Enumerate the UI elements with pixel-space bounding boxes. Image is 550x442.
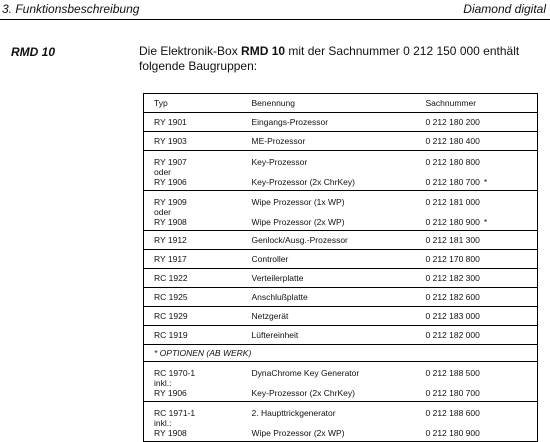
cell-benennung [242,151,416,191]
intro-paragraph [139,44,549,74]
header-benennung: Benennung [242,94,416,113]
sachnummer-primary: 0 212 188 500 [425,367,480,378]
cell-sachnummer [416,402,538,442]
benennung-primary: Wipe Prozessor (1x WP) [251,196,345,207]
table-row [144,288,538,307]
table-row [144,269,538,288]
cell-typ: RY 1912 [144,231,242,250]
cell-benennung: Genlock/Ausg.-Prozessor [242,231,416,250]
typ-joiner: oder [154,166,172,177]
typ-joiner: inkl.: [154,417,172,428]
cell-benennung: Netzgerät [242,307,416,326]
cell-sachnummer: 0 212 182 600 [416,288,538,307]
cell-typ [144,151,242,191]
header-sachnummer: Sachnummer [416,94,538,113]
intro-text-bold: RMD 10 [241,44,286,58]
benennung-included: Wipe Prozessor (2x WP) [251,427,345,438]
section-label: RMD 10 [11,45,56,59]
typ-alternate: RY 1906 [154,176,187,187]
sachnummer-included: 0 212 180 900 [425,427,480,438]
table-row [144,191,538,231]
benennung-alternate: Wipe Prozessor (2x WP) [251,216,345,227]
table-row [144,307,538,326]
cell-sachnummer [416,151,538,191]
benennung-primary: DynaChrome Key Generator [251,367,360,378]
typ-joiner: inkl.: [154,377,172,388]
cell-typ: RY 1901 [144,113,242,132]
typ-primary: RY 1907 [154,156,187,167]
typ-included: RY 1906 [154,387,187,398]
sachnummer-primary: 0 212 180 800 [425,156,480,167]
table-row [144,132,538,151]
cell-benennung [242,402,416,442]
cell-sachnummer: 0 212 180 200 [416,113,538,132]
typ-primary: RC 1970-1 [154,367,196,378]
cell-benennung [242,191,416,231]
sachnummer-alternate: 0 212 180 900 [425,216,480,227]
intro-text-pre: Die Elektronik-Box [139,44,242,58]
cell-typ: RC 1925 [144,288,242,307]
cell-benennung: Verteilerplatte [242,269,416,288]
typ-included: RY 1908 [154,427,187,438]
cell-typ: RC 1919 [144,326,242,345]
cell-sachnummer: 0 212 180 400 [416,132,538,151]
cell-typ [144,191,242,231]
cell-typ: RY 1917 [144,250,242,269]
cell-sachnummer: 0 212 183 000 [416,307,538,326]
component-table [143,93,538,442]
table-row [144,250,538,269]
typ-primary: RC 1971-1 [154,407,196,418]
sachnummer-primary: 0 212 188 600 [425,407,480,418]
option-marker: * [483,176,488,187]
cell-typ: RC 1922 [144,269,242,288]
header-typ: Typ [144,94,242,113]
intro-text-post: mit der Sachnummer 0 212 150 000 enthält folgende Baugruppen: [139,44,520,73]
sachnummer-included: 0 212 180 700 [425,387,480,398]
options-header-row [144,345,538,362]
cell-benennung: ME-Prozessor [242,132,416,151]
table-row [144,151,538,191]
cell-benennung [242,362,416,402]
cell-sachnummer: 0 212 182 000 [416,326,538,345]
options-label: * OPTIONEN (AB WERK) [144,345,538,362]
cell-benennung: Eingangs-Prozessor [242,113,416,132]
cell-sachnummer: 0 212 181 300 [416,231,538,250]
cell-typ [144,402,242,442]
cell-sachnummer [416,191,538,231]
cell-sachnummer: 0 212 182 300 [416,269,538,288]
cell-typ: RC 1929 [144,307,242,326]
typ-primary: RY 1909 [154,196,187,207]
brand-name: Diamond digital [463,2,546,16]
cell-benennung: Lüftereinheit [242,326,416,345]
benennung-alternate: Key-Prozessor (2x ChrKey) [251,176,355,187]
benennung-included: Key-Prozessor (2x ChrKey) [251,387,355,398]
header-rule [0,19,550,20]
typ-joiner: oder [154,206,172,217]
cell-sachnummer: 0 212 170 800 [416,250,538,269]
table-header-row [144,94,538,113]
sachnummer-primary: 0 212 181 000 [425,196,480,207]
table-row [144,362,538,402]
cell-sachnummer [416,362,538,402]
table-row [144,113,538,132]
cell-benennung: Controller [242,250,416,269]
cell-typ: RY 1903 [144,132,242,151]
table-row [144,231,538,250]
cell-typ [144,362,242,402]
option-marker: * [483,216,488,227]
typ-alternate: RY 1908 [154,216,187,227]
table-row [144,326,538,345]
table-row [144,402,538,442]
cell-benennung: Anschlußplatte [242,288,416,307]
sachnummer-alternate: 0 212 180 700 [425,176,480,187]
benennung-primary: 2. Haupttrickgenerator [251,407,336,418]
chapter-title: 3. Funktionsbeschreibung [2,2,140,16]
benennung-primary: Key-Prozessor [251,156,308,167]
